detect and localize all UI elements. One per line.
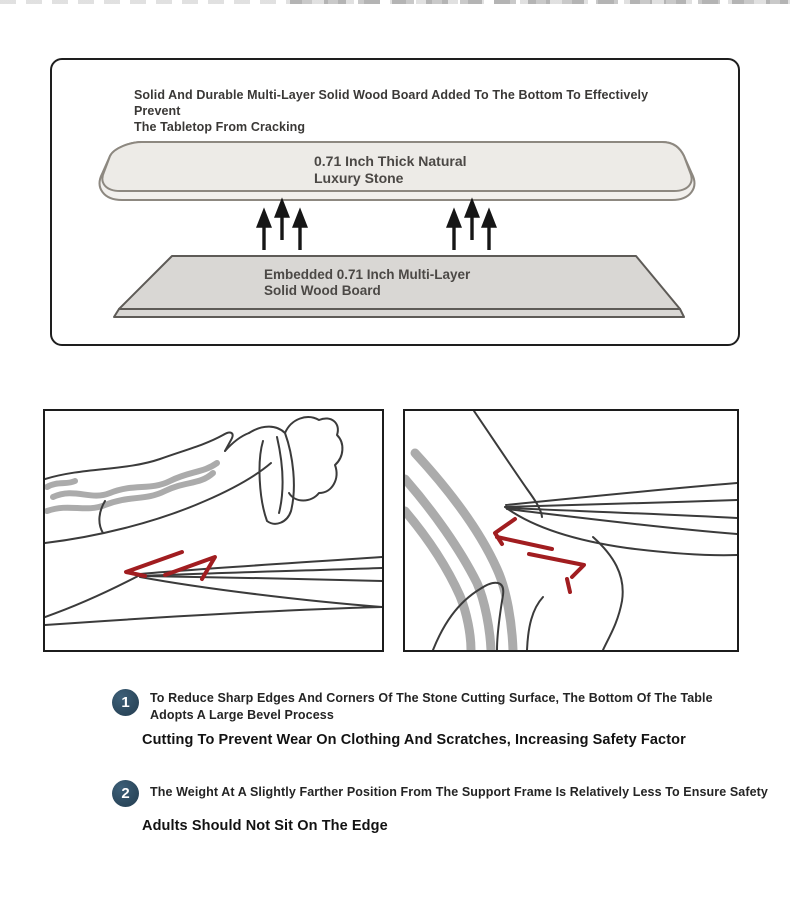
note-1-badge (112, 689, 139, 716)
diagram-heading-line1: Solid And Durable Multi-Layer Solid Wood Board Added To The Bottom To Effectively Prevent (134, 88, 649, 118)
table-edge-low-line (142, 576, 382, 581)
impact-zigzag-icon (495, 519, 584, 592)
note-1-text-line1: To Reduce Sharp Edges And Corners Of The Stone Cutting Surface, The Bottom Of The Table (150, 691, 713, 705)
note-1-emphasis: Cutting To Prevent Wear On Clothing And Scratches, Increasing Safety Factor (142, 732, 686, 748)
sleeve-stripe-lines (47, 463, 217, 511)
stone-label-line1: 0.71 Inch Thick Natural (314, 153, 467, 169)
note-1-text-line2: Adopts A Large Bevel Process (150, 707, 334, 722)
note-2-text-line1: The Weight At A Slightly Farther Position From The Support Frame Is Relatively Less To Ensure Safety (150, 785, 768, 799)
wood-board-lip (114, 309, 684, 317)
illustration-knee-at-table-edge (403, 409, 739, 652)
table-front-drop (45, 575, 140, 617)
stone-label-line2: Luxury Stone (314, 169, 404, 186)
note-2-emphasis: Adults Should Not Sit On The Edge (142, 818, 388, 834)
up-arrow-group-left (259, 202, 306, 250)
knee-upper-contour (474, 411, 542, 517)
shin-contour (527, 597, 543, 650)
knee-line-drawing (405, 411, 737, 650)
diagram-heading-line2: The Tabletop From Cracking (134, 120, 306, 134)
exploded-view-graphic (52, 60, 738, 344)
table-underside-line (140, 577, 382, 607)
pant-stripe-lines (405, 453, 513, 650)
note-1-number: 1 (121, 694, 130, 711)
arm-line-drawing (45, 411, 382, 650)
note-2-badge (112, 780, 139, 807)
cuff-inner-line (277, 437, 283, 513)
knee-front-contour (593, 537, 623, 650)
arm-lower-contour (45, 463, 271, 543)
wood-label-line1: Embedded 0.71 Inch Multi-Layer (264, 267, 471, 282)
tabletop-construction-diagram (50, 58, 740, 346)
sleeve-fold (225, 433, 249, 451)
illustration-arm-on-table-edge (43, 409, 384, 652)
top-cropped-text-artifact-right (290, 0, 790, 4)
up-arrow-group-right (449, 202, 495, 250)
wood-board-label (264, 267, 470, 298)
wood-label-line2: Solid Wood Board (264, 282, 381, 298)
note-2-text (150, 784, 770, 801)
stone-label (314, 153, 467, 186)
table-bottom-sweep (45, 607, 382, 625)
note-2-number: 2 (121, 785, 130, 802)
impact-zigzag-icon (126, 552, 215, 579)
note-1-text (150, 690, 730, 723)
